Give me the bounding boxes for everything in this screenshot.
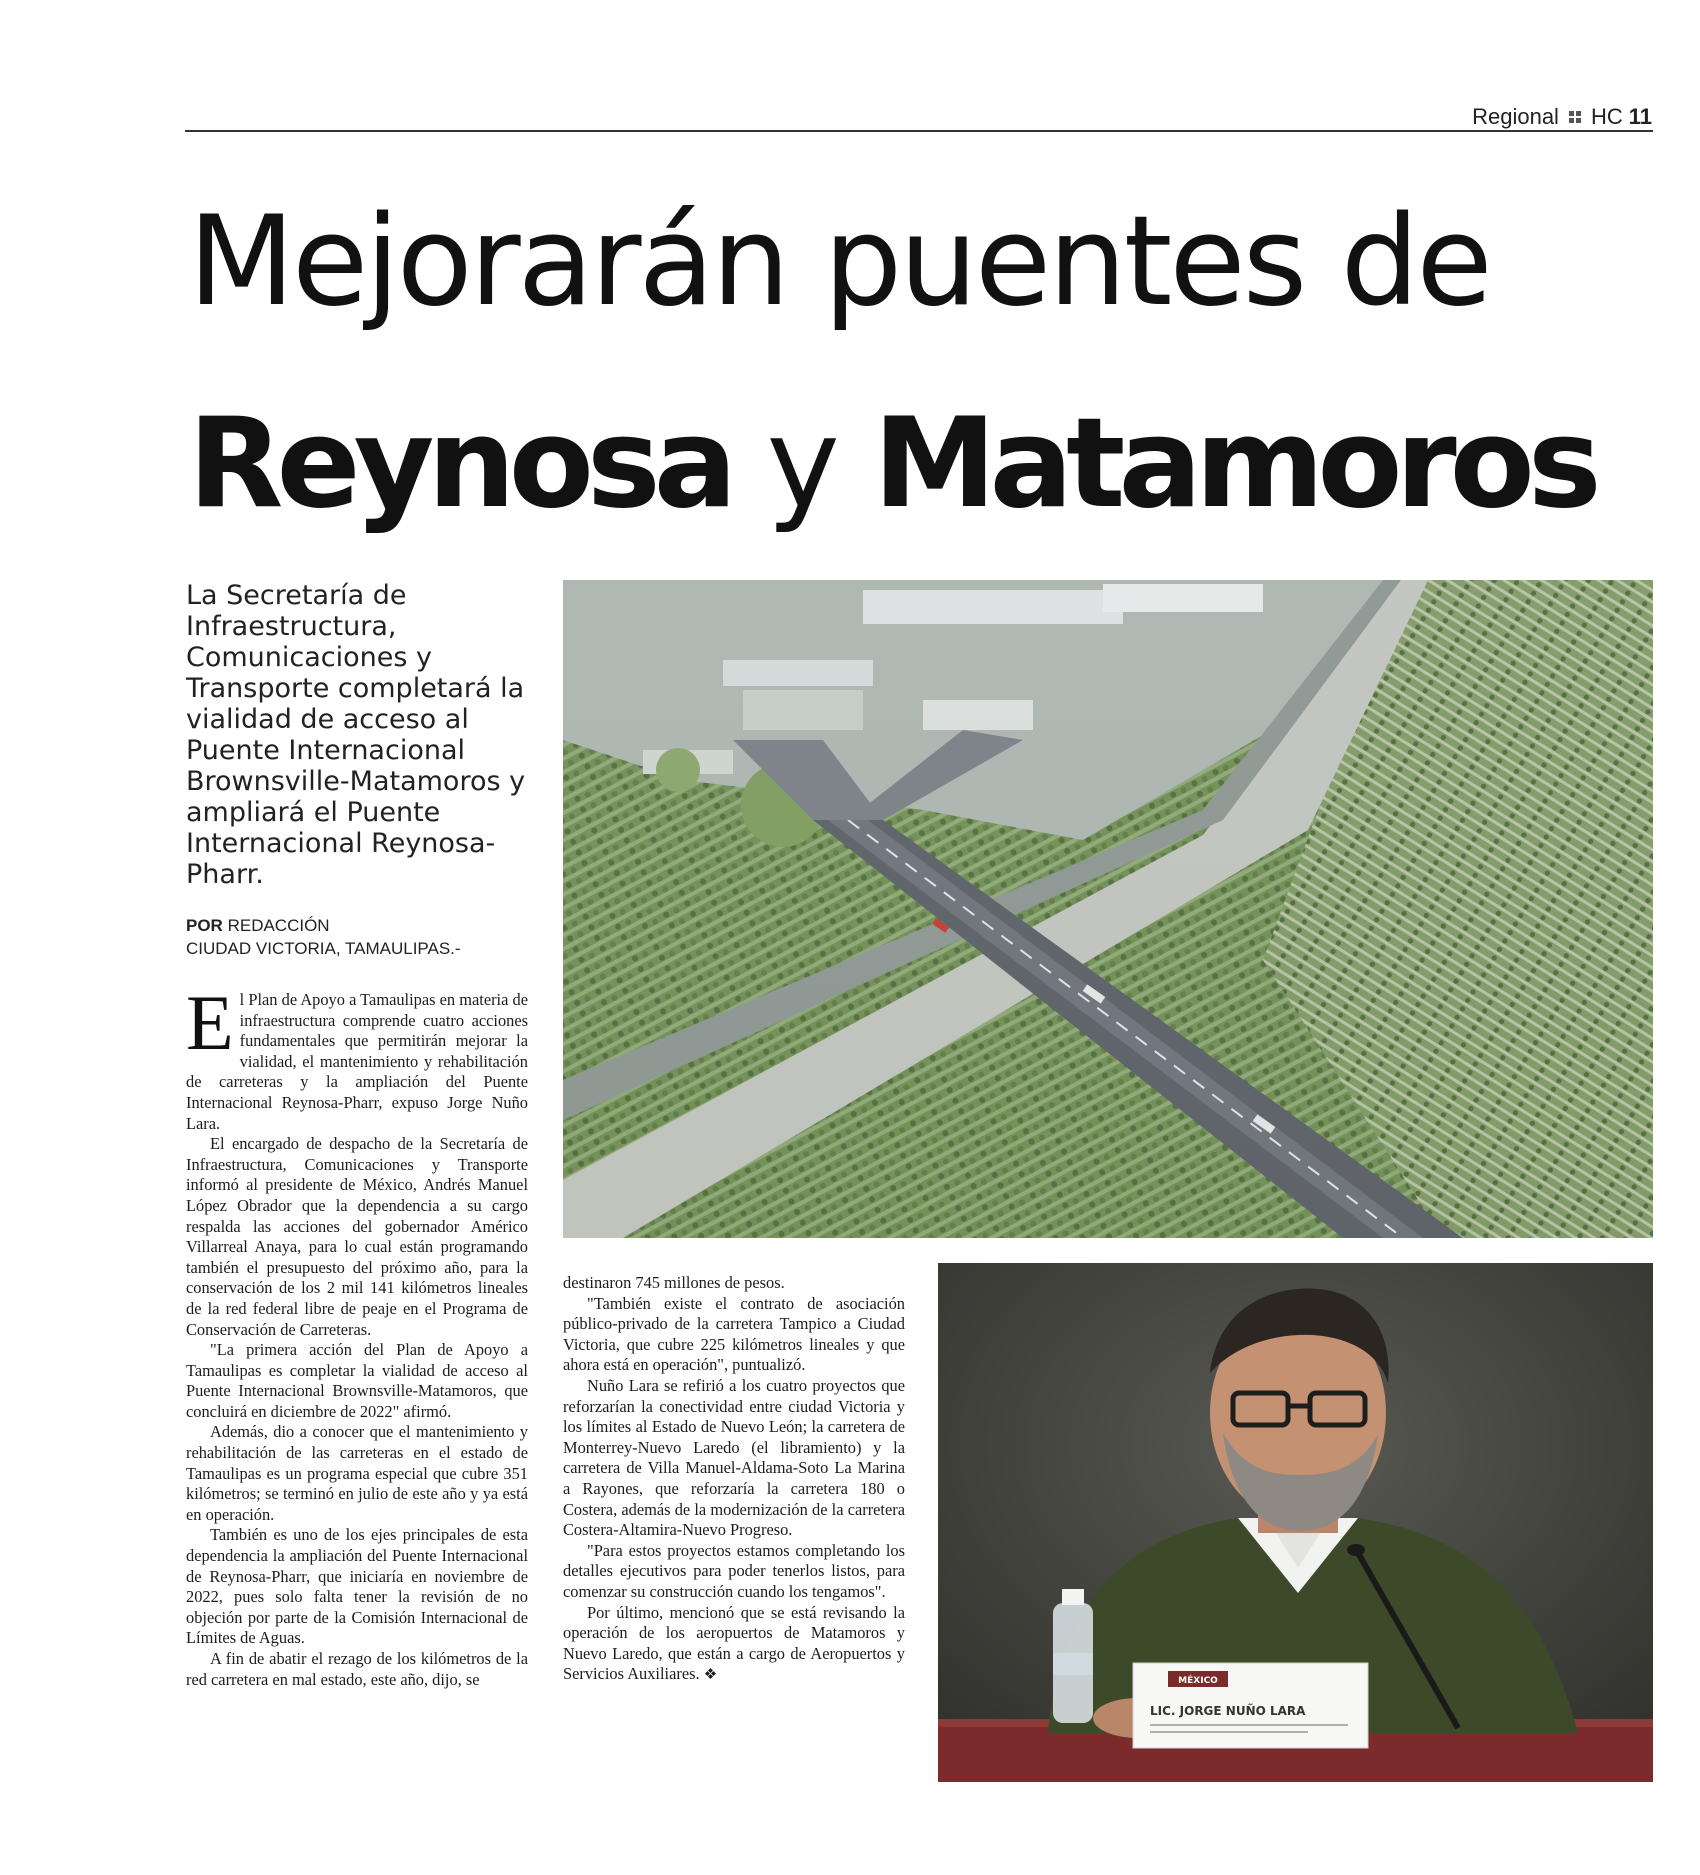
publication-name: HC	[1590, 104, 1623, 129]
article-paragraph: "Para estos proyectos estamos completando los detalles ejecutivos para poder tenerlos listos, para comenzar su construcción cuando los tengamos".	[563, 1540, 905, 1601]
drop-cap: E	[186, 979, 234, 1066]
nameplate-name: LIC. JORGE NUÑO LARA	[1150, 1704, 1306, 1718]
byline-por: POR	[186, 916, 223, 935]
speaker-portrait-illustration	[938, 1263, 1653, 1782]
page-number: 11	[1628, 104, 1652, 129]
end-mark-icon: ❖	[703, 1667, 718, 1684]
article-paragraph: A fin de abatir el rezago de los kilómetros de la red carretera en mal estado, este año, dijo, se	[186, 1649, 528, 1689]
article-paragraph: destinaron 745 millones de pesos.	[563, 1273, 785, 1292]
byline-dateline: CIUDAD VICTORIA, TAMAULIPAS.-	[186, 939, 461, 958]
article-paragraph: El Plan de Apoyo a Tamaulipas en materia de infraestructura comprende cuatro acciones fundamentales que permitirán mejorar la vialidad, el mantenimiento y rehabilitación de carreteras y la ampliación del Puente Internacional Reynosa-Pharr, expuso Jorge Nuño Lara.	[186, 979, 528, 1133]
article-paragraph: El encargado de despacho de la Secretaría de Infraestructura, Comunicaciones y Transporte informó al presidente de México, Andrés Manuel López Obrador que la dependencia a su cargo respalda las acciones del gobernador Américo Villarreal Anaya, para lo cual están programando también el presupuesto del próximo año, para la conservación de los 2 mil 141 kilómetros lineales de la red federal libre de peaje en el Programa de Conservación de Carreteras.	[186, 1134, 528, 1339]
article-paragraph: "La primera acción del Plan de Apoyo a Tamaulipas es completar la vialidad de acceso al Puente Internacional Brownsville-Matamoros, que concluirá en diciembre de 2022" afirmó.	[186, 1340, 528, 1421]
article-paragraph: También es uno de los ejes principales de esta dependencia la ampliación del Puente Internacional de Reynosa-Pharr, que iniciaría en noviembre de 2022, pues solo falta tener la revisión de no objeción por parte de la Comisión Internacional de Límites de Aguas.	[186, 1525, 528, 1648]
article-paragraph: Por último, mencionó que se está revisando la operación de los aeropuertos de Matamoros y Nuevo Laredo, que están a cargo de Aeropuertos y Servicios Auxiliares. ❖	[563, 1602, 905, 1684]
aerial-bridge-photo	[563, 580, 1653, 1238]
header-rule	[185, 130, 1653, 132]
article-paragraph: Nuño Lara se refirió a los cuatro proyectos que reforzarían la conectividad entre ciudad Victoria y los límites al Estado de Nuevo León; la carretera de Monterrey-Nuevo Laredo (el libramiento) y la carretera de Villa Manuel-Aldama-Soto La Marina a Rayones, que reforzaría la carretera 180 o Costera, además de la modernización de la carretera Costera-Altamira-Nuevo Progreso.	[563, 1375, 905, 1540]
headline-reynosa: Reynosa	[188, 392, 731, 536]
headline-matamoros: Matamoros	[873, 392, 1595, 536]
nameplate-logo: MÉXICO	[1178, 1676, 1218, 1686]
speaker-portrait-photo	[938, 1263, 1653, 1782]
headline-line-2	[188, 392, 1595, 536]
headline-line-1: Mejorarán puentes de	[188, 190, 1490, 334]
headline-y: y	[766, 392, 837, 536]
section-header	[1472, 104, 1652, 130]
article-column-2	[563, 1273, 905, 1686]
section-name: Regional	[1472, 104, 1559, 129]
separator-dots-icon	[1569, 111, 1581, 123]
article-column-1	[186, 979, 528, 1690]
byline-author: REDACCIÓN	[227, 916, 330, 935]
article-paragraph: "También existe el contrato de asociación público-privado de la carretera Tampico a Ciudad Victoria, que cubre 225 kilómetros lineales y que ahora está en operación", puntualizó.	[563, 1293, 905, 1375]
article-paragraph: Además, dio a conocer que el mantenimiento y rehabilitación de las carreteras en el estado de Tamaulipas es un programa especial que cubre 351 kilómetros; se terminó en julio de este año y ya está en operación.	[186, 1422, 528, 1524]
byline	[186, 914, 461, 960]
deck-summary: La Secretaría de Infraestructura, Comunicaciones y Transporte completará la vialidad de acceso al Puente Internacional Brownsville-Matamoros y ampliará el Puente Internacional Reynosa-Pharr.	[186, 580, 526, 890]
aerial-bridge-illustration	[563, 580, 1653, 1238]
